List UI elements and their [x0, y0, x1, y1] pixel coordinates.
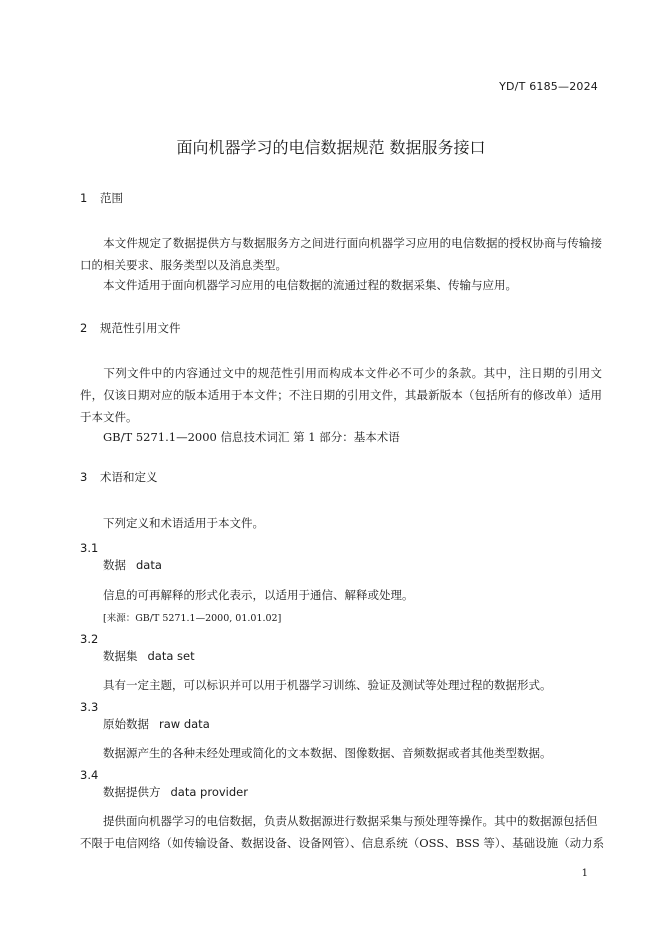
term-definition: 数据源产生的各种未经处理或简化的文本数据、图像数据、音频数据或者其他类型数据。	[103, 746, 552, 760]
term-definition-line-2: 不限于电信网络（如传输设备、数据设备、设备网管）、信息系统（OSS、BSS 等）、基础设施（动力系	[80, 836, 605, 850]
term-heading-data-provider: 数据提供方 data provider	[103, 785, 248, 799]
section-number: 3	[80, 470, 88, 484]
term-definition: 信息的可再解释的形式化表示，以适用于通信、解释或处理。	[103, 588, 414, 602]
term-source: [来源：GB/T 5271.1—2000, 01.01.02]	[103, 613, 282, 624]
section-title: 范围	[100, 191, 123, 205]
section-title: 术语和定义	[100, 470, 158, 484]
term-heading-data: 数据 data	[103, 558, 162, 572]
section-heading-scope	[80, 190, 123, 206]
section-heading-normative-references	[80, 320, 181, 336]
term-number: 3.1	[80, 541, 99, 555]
page-number: 1	[581, 868, 588, 879]
term-definition: 具有一定主题，可以标识并可以用于机器学习训练、验证及测试等处理过程的数据形式。	[103, 678, 552, 692]
section-number: 2	[80, 321, 88, 335]
section-number: 1	[80, 191, 88, 205]
document-title: 面向机器学习的电信数据规范 数据服务接口	[176, 138, 486, 157]
paragraph-references-1: 下列文件中的内容通过文中的规范性引用而构成本文件必不可少的条款。其中，注日期的引用文件，仅该日期对应的版本适用于本文件；不注日期的引用文件，其最新版本（包括所有的修改单）适用于本文件。	[80, 366, 602, 424]
section-title: 规范性引用文件	[100, 321, 181, 335]
paragraph-scope-1: 本文件规定了数据提供方与数据服务方之间进行面向机器学习应用的电信数据的授权协商与传输接口的相关要求、服务类型以及消息类型。	[80, 236, 602, 272]
term-number: 3.3	[80, 700, 99, 714]
paragraph-scope-2: 本文件适用于面向机器学习应用的电信数据的流通过程的数据采集、传输与应用。	[103, 278, 517, 292]
paragraph-references-2: GB/T 5271.1—2000 信息技术词汇 第 1 部分：基本术语	[103, 430, 400, 444]
term-heading-data-set: 数据集 data set	[103, 649, 195, 663]
term-heading-raw-data: 原始数据 raw data	[103, 717, 210, 731]
paragraph-terms-intro: 下列定义和术语适用于本文件。	[103, 516, 264, 530]
term-number: 3.2	[80, 632, 99, 646]
section-heading-terms	[80, 469, 158, 485]
term-definition-line-1: 提供面向机器学习的电信数据，负责从数据源进行数据采集与预处理等操作。其中的数据源包括但	[103, 814, 598, 828]
term-number: 3.4	[80, 768, 99, 782]
document-code: YD/T 6185—2024	[499, 80, 598, 93]
